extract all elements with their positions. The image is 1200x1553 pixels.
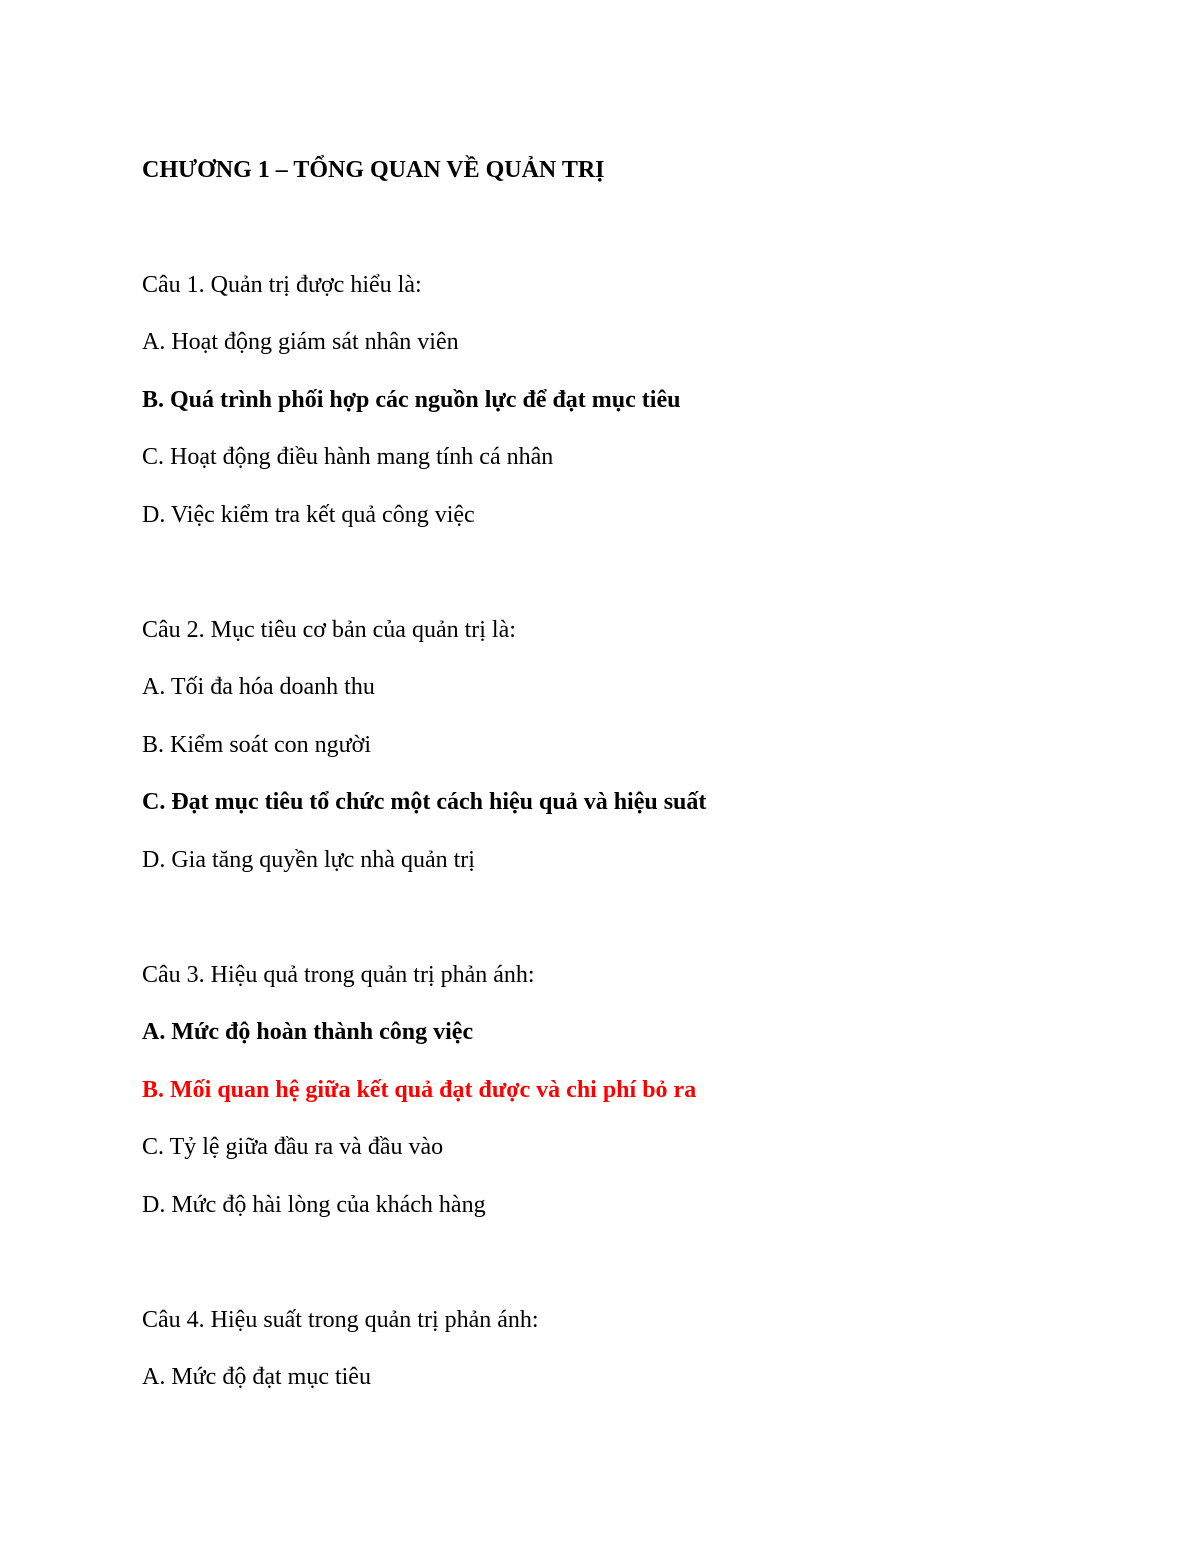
question-2-option-c: C. Đạt mục tiêu tổ chức một cách hiệu quả và hiệu suất [142, 789, 707, 815]
question-3: Câu 3. Hiệu quả trong quản trị phản ánh: [142, 962, 535, 988]
question-1: Câu 1. Quản trị được hiểu là: [142, 272, 422, 298]
question-3-option-c: C. Tỷ lệ giữa đầu ra và đầu vào [142, 1134, 444, 1160]
question-3-option-b: B. Mối quan hệ giữa kết quả đạt được và chi phí bỏ ra [142, 1077, 697, 1103]
question-1-option-c: C. Hoạt động điều hành mang tính cá nhân [142, 444, 554, 470]
question-2: Câu 2. Mục tiêu cơ bản của quản trị là: [142, 617, 516, 643]
question-3-option-a: A. Mức độ hoàn thành công việc [142, 1019, 474, 1045]
question-4: Câu 4. Hiệu suất trong quản trị phản ánh: [142, 1307, 539, 1333]
question-2-option-a: A. Tối đa hóa doanh thu [142, 674, 375, 700]
question-3-option-d: D. Mức độ hài lòng của khách hàng [142, 1192, 486, 1218]
question-2-option-b: B. Kiểm soát con người [142, 732, 372, 758]
question-2-option-d: D. Gia tăng quyền lực nhà quản trị [142, 847, 475, 873]
chapter-title: CHƯƠNG 1 – TỔNG QUAN VỀ QUẢN TRỊ [142, 157, 605, 183]
question-1-option-a: A. Hoạt động giám sát nhân viên [142, 329, 459, 355]
question-4-option-a: A. Mức độ đạt mục tiêu [142, 1364, 371, 1390]
question-1-option-b: B. Quá trình phối hợp các nguồn lực để đạt mục tiêu [142, 387, 681, 413]
question-1-option-d: D. Việc kiểm tra kết quả công việc [142, 502, 475, 528]
